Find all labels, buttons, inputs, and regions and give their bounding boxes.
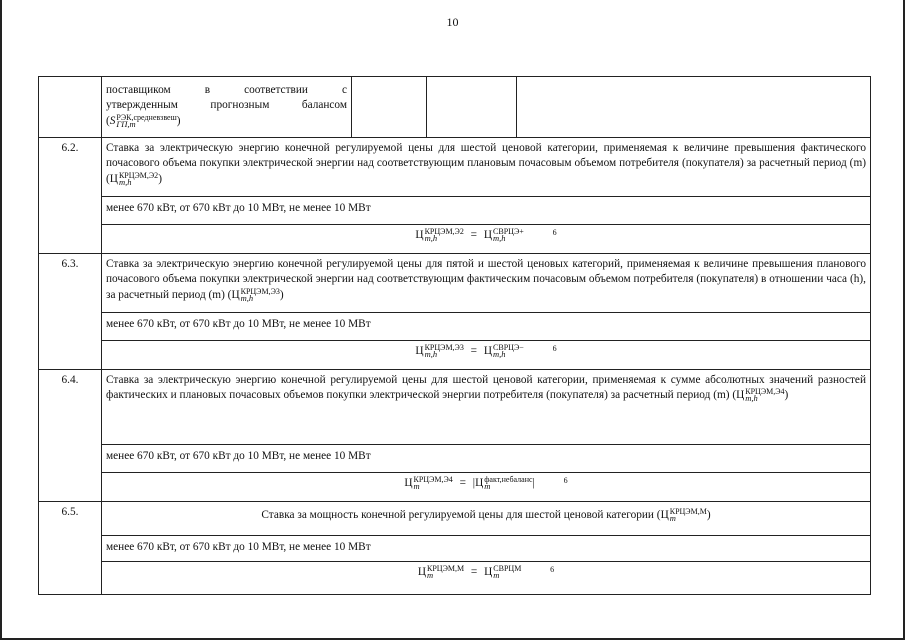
formula-note: 6 [552,344,557,353]
symbol-base: Ц [660,509,669,522]
formula-lhs-sup: КРЦЭМ,Э2 [424,227,464,236]
word: утвержденным [106,99,178,112]
table-row-formula [39,562,871,595]
word: прогнозным [210,99,270,112]
formula-note: 6 [563,476,568,485]
empty-cell [427,77,517,138]
table-row-section-6-2 [39,138,871,197]
section-number: 6.3. [39,254,102,370]
abs-bar-close: | [532,477,535,490]
symbol-sup: КРЦЭМ,Э4 [745,387,785,397]
table-row-formula [39,473,871,502]
section-number: 6.5. [39,502,102,595]
formula-equals: = [459,477,466,490]
table-row-formula [39,225,871,254]
formula-cell [102,225,871,254]
symbol-sup: КРЦЭМ,Э2 [118,170,159,180]
formula-rhs-base: Ц [483,229,493,242]
formula-rhs-sub: m,h [493,349,506,360]
description-text: Ставка за электрическую энергию конечной регулируемой цены для пятой и шестой ценовых категорий, применяемая к величине превышения планового почасового объема покупки электрической энергии над соответствующим фактическим почасовым объемом потребителя (покупателя) в отношении часа (h), за расчетный период (m) ( [106,258,866,301]
formula-lhs-sub: m,h [424,349,438,360]
section-number: 6.2. [39,138,102,254]
paren-close: ) [176,114,181,127]
formula-lhs-base: Ц [417,566,427,579]
condition-text: менее 670 кВт, от 670 кВт до 10 МВт, не менее 10 МВт [102,445,871,473]
symbol-sub: m [669,513,676,524]
section-description [102,370,871,445]
word: балансом [301,99,347,112]
formula-rhs-sub: m [493,570,500,581]
symbol-sub: ГП,m [116,118,136,129]
formula-rhs-sub: m,h [493,233,506,244]
description-text: Ставка за электрическую энергию конечной регулируемой цены для шестой ценовой категории, применяемая к сумме абсолютных значений разностей фактических и плановых почасовых объемов покупки электрической энергии потребителя (покупателя) за расчетный период (m) ( [106,374,866,402]
tariff-table [38,76,871,595]
description-text: Ставка за мощность конечной регулируемой цены для шестой ценовой категории ( [261,509,661,522]
continuation-line-1 [106,83,347,98]
formula-rhs-sup: СВРЦМ [493,564,522,573]
continuation-symbol [106,114,347,129]
condition-text: менее 670 кВт, от 670 кВт до 10 МВт, не менее 10 МВт [102,313,871,341]
formula-cell [102,473,871,502]
symbol-base: Ц [736,389,745,402]
formula-equals: = [470,229,478,242]
table-row-condition [39,445,871,473]
symbol-sub: m,h [118,176,132,187]
symbol-base: Ц [231,288,240,301]
formula-note: 6 [550,565,555,574]
formula-rhs-sup: факт,небаланс [484,475,533,484]
paren-close: ) [706,509,711,522]
formula-cell [102,341,871,370]
table-row-section-6-4 [39,370,871,445]
paren-close: ) [784,389,789,402]
formula-rhs-base: Ц [484,566,493,579]
condition-text: менее 670 кВт, от 670 кВт до 10 МВт, не менее 10 МВт [102,197,871,225]
formula-rhs-sup: СВРЦЭ− [493,343,524,352]
paren-close: ) [158,172,162,185]
formula-lhs-base: Ц [415,229,424,242]
table-row-section-6-3 [39,254,871,313]
formula-equals: = [470,345,478,358]
formula-lhs-sup: КРЦЭМ,Э3 [424,343,464,352]
formula-lhs-sub: m,h [424,233,438,244]
section-description [102,254,871,313]
formula-lhs-sub: m [427,570,434,581]
word: поставщиком [106,84,171,96]
paren-close: ) [279,288,284,301]
table-row-section-6-5 [39,502,871,536]
formula-rhs-sup: СВРЦЭ+ [493,227,524,236]
paren-open: ( [106,114,110,127]
page-number: 10 [446,15,459,29]
empty-cell [517,77,871,138]
symbol-base: Ц [109,172,118,185]
formula-cell [102,562,871,595]
symbol-sub: m,h [240,292,254,303]
scan-edge-left [0,0,2,640]
condition-text: менее 670 кВт, от 670 кВт до 10 МВт, не менее 10 МВт [102,536,871,562]
table-row-condition [39,313,871,341]
word: с [341,84,347,96]
abs-bar-open: | [472,477,476,490]
symbol-sub: m,h [745,393,758,404]
formula-rhs-base: Ц [483,345,493,358]
formula-lhs-base: Ц [415,345,424,358]
continuation-line-2 [106,98,347,113]
formula-lhs-base: Ц [404,477,413,490]
formula-rhs-sub: m [484,481,491,492]
formula-lhs-sub: m [413,481,420,492]
symbol-base: S [109,114,116,127]
description-text: Ставка за электрическую энергию конечной регулируемой цены для шестой ценовой категории, применяемая к величине превышения фактического почасового объема покупки электрической энергии над соответствующим плановым почасовым объемом потребителя (покупателя) за расчетный период (m) ( [106,142,866,185]
symbol-sup: РЭК,средневзвеш [116,112,177,122]
formula-note: 6 [552,228,557,237]
empty-cell [352,77,427,138]
word: соответствии [244,84,308,96]
symbol-sup: КРЦЭМ,Э3 [240,286,280,296]
word: в [204,84,211,96]
formula-equals: = [470,566,478,579]
table-row-formula [39,341,871,370]
continuation-text [102,77,352,138]
section-number: 6.4. [39,370,102,502]
symbol-sup: КРЦЭМ,М [669,507,707,516]
table-row-condition [39,536,871,562]
section-description [102,138,871,197]
formula-lhs-sup: КРЦЭМ,Э4 [413,475,453,484]
num-cell-empty [39,77,102,138]
table-row-condition [39,197,871,225]
section-description [102,502,871,536]
table-row-continuation [39,77,871,138]
formula-rhs-base: Ц [475,477,484,490]
formula-lhs-sup: КРЦЭМ,М [427,564,465,573]
